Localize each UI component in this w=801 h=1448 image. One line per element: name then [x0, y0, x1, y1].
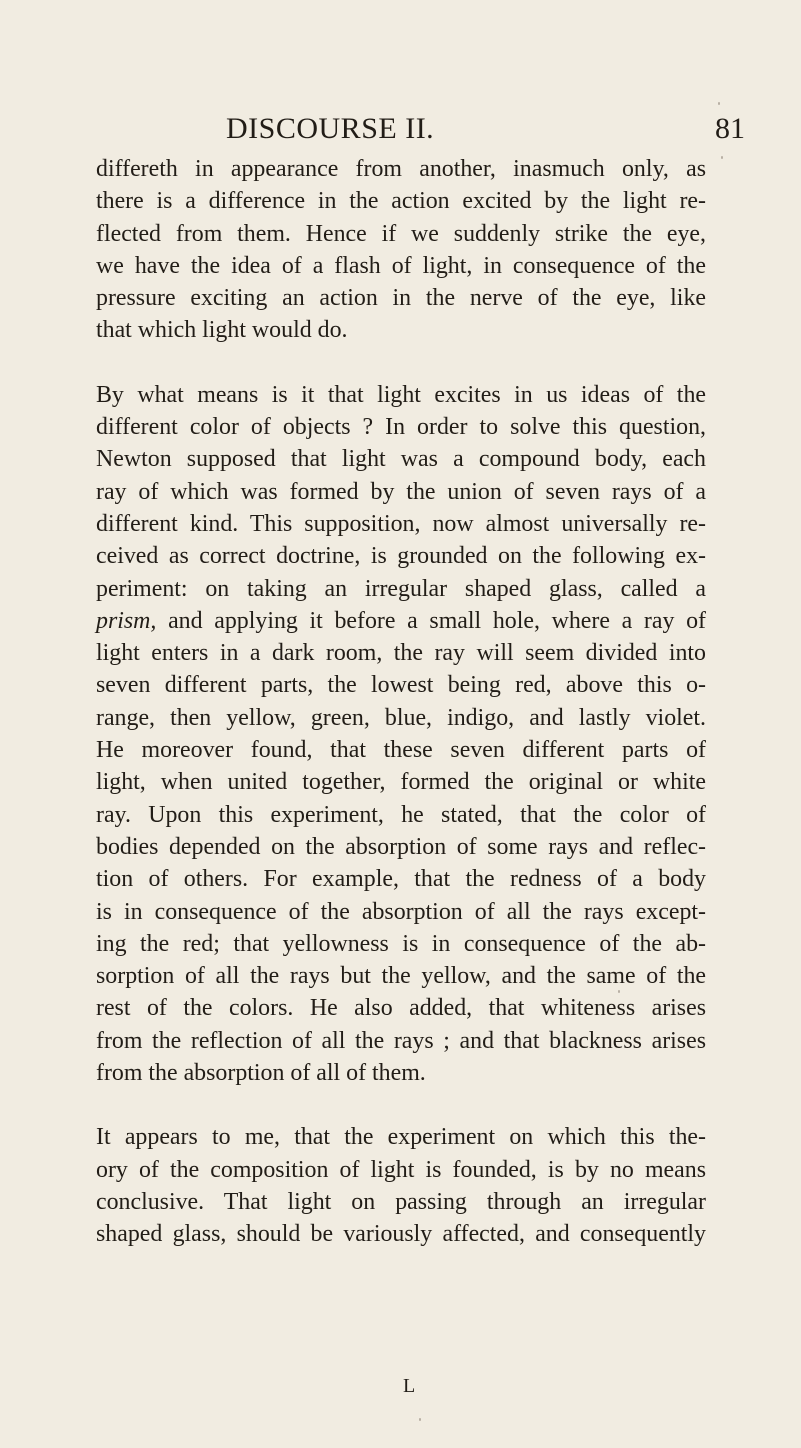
ink-speck — [618, 990, 620, 993]
text-line: ing the red; that yellowness is in consequence of the ab- — [96, 930, 706, 957]
text-line: light, when united together, formed the original or white — [96, 769, 706, 796]
italic-term: prism, — [96, 607, 157, 634]
text-line: range, then yellow, green, blue, indigo, and lastly violet. — [96, 704, 706, 731]
page-number: 81 — [715, 112, 745, 145]
paragraph-gap — [96, 1089, 706, 1121]
text-line: is in consequence of the absorption of all the rays except- — [96, 898, 706, 925]
text-line: ray of which was formed by the union of seven rays of a — [96, 478, 706, 505]
ink-speck — [419, 1418, 421, 1421]
text-line: differeth in appearance from another, inasmuch only, as — [96, 156, 706, 182]
text-fragment: and applying it before a small hole, where a ray of — [156, 607, 706, 634]
text-line: different kind. This supposition, now almost universally re- — [96, 510, 706, 537]
text-line: light enters in a dark room, the ray will seem divided into — [96, 640, 706, 667]
text-line: tion of others. For example, that the redness of a body — [96, 866, 706, 893]
ink-speck — [718, 102, 720, 105]
text-line: flected from them. Hence if we suddenly strike the eye, — [96, 220, 706, 247]
page-header — [0, 112, 801, 152]
ink-speck — [721, 156, 723, 159]
body-text — [96, 153, 706, 1251]
text-line: It appears to me, that the experiment on which this the- — [96, 1124, 706, 1151]
text-line: that which light would do. — [96, 317, 348, 344]
text-line: bodies depended on the absorption of some rays and reflec- — [96, 833, 706, 860]
text-line: ceived as correct doctrine, is grounded on the following ex- — [96, 543, 706, 570]
text-line: sorption of all the rays but the yellow, and the same of the — [96, 963, 706, 990]
text-line: conclusive. That light on passing through an irregular — [96, 1188, 706, 1215]
text-line: different color of objects ? In order to solve this question, — [96, 414, 706, 441]
text-line: By what means is it that light excites in us ideas of the — [96, 381, 706, 408]
signature-mark: L — [403, 1375, 416, 1397]
text-line: seven different parts, the lowest being red, above this o- — [96, 672, 706, 699]
text-line: ory of the composition of light is founded, is by no means — [96, 1156, 706, 1183]
text-line: from the absorption of all of them. — [96, 1060, 426, 1087]
text-line: rest of the colors. He also added, that whiteness arises — [96, 995, 706, 1022]
text-line-prism — [96, 605, 706, 637]
running-title: DISCOURSE II. — [226, 112, 435, 145]
text-line: from the reflection of all the rays ; and that blackness arises — [96, 1027, 706, 1054]
text-line: we have the idea of a flash of light, in consequence of the — [96, 252, 706, 279]
text-line: periment: on taking an irregular shaped glass, called a — [96, 575, 706, 602]
text-line: Newton supposed that light was a compound body, each — [96, 446, 706, 473]
text-line: shaped glass, should be variously affected, and consequently — [96, 1221, 706, 1248]
paragraph-gap — [96, 347, 706, 379]
text-line: He moreover found, that these seven different parts of — [96, 737, 706, 764]
text-line: pressure exciting an action in the nerve of the eye, like — [96, 285, 706, 312]
text-line: ray. Upon this experiment, he stated, that the color of — [96, 801, 706, 828]
text-line: there is a difference in the action excited by the light re- — [96, 188, 706, 215]
